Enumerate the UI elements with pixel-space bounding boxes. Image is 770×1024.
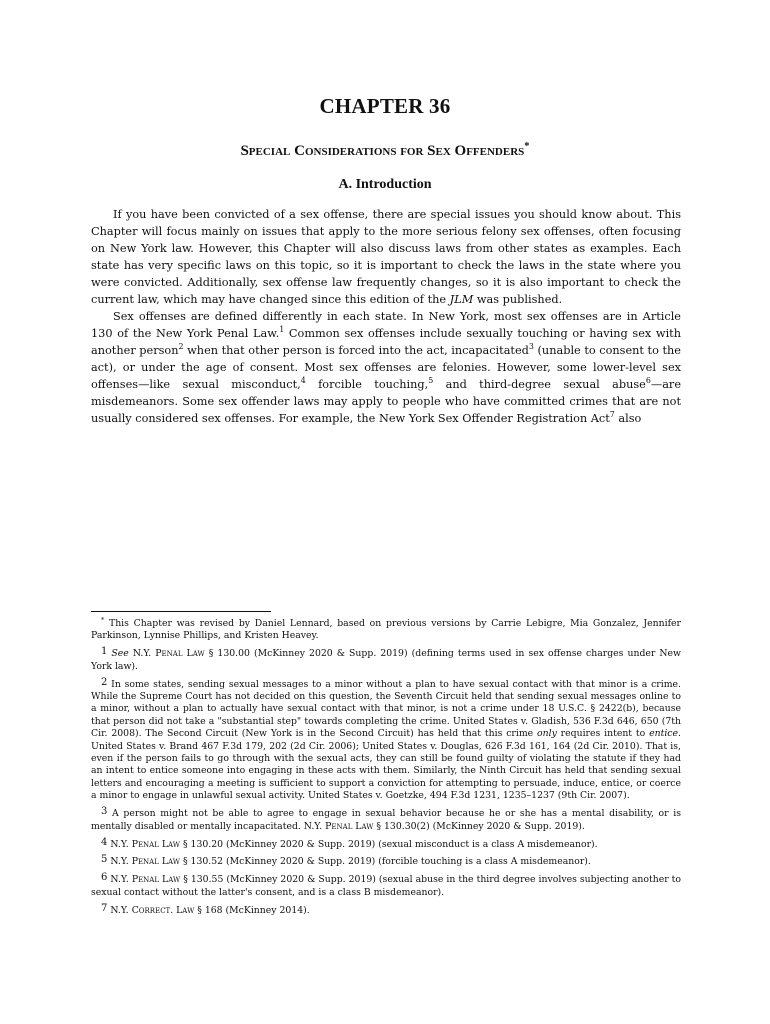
subtitle-footnote-mark[interactable]: *	[524, 141, 530, 152]
paragraph-text: If you have been convicted of a sex offense, there are special issues you should know about. This Chapter will focus mainly on issues that apply to the more serious felony sex offenses, often focusing on New York law. However, this Chapter will also discuss laws from other states as examples. Each state has very specific laws on this topic, so it is important to check the laws in the state where you were convicted. Additionally, sex offense law frequently changes, so it is also important to check the current law, which may have changed since this edition of the	[91, 208, 681, 306]
footnote-text: N.Y.	[107, 838, 132, 850]
footnote-text: requires intent to	[556, 728, 650, 740]
footnote-text: In some states, sending sexual messages to a minor without a plan to have sexual contact with that minor is a crime. While the Supreme Court has not decided on this question, the Seventh Circuit held that sending sexual messages online to a minor, without a plan to actually have sexual contact with that minor, is not a crime under 18 U.S.C. § 2422(b), because that person did not take a "substantial step" towards completing the crime. United States v. Gladish, 536 F.3d 646, 650 (7th Cir. 2008). The Second Circuit (New York is in the Second Circuit) has held that this crime	[91, 678, 681, 740]
footnote-mark: *	[101, 615, 105, 624]
footnote-ref-5[interactable]: 5	[428, 376, 434, 386]
footnote-emphasis: entice	[649, 728, 679, 740]
footnote-text: N.Y.	[107, 904, 132, 916]
footnote-mark: 6	[101, 872, 108, 884]
footnote-mark: 2	[101, 676, 108, 688]
footnote-mark: 4	[101, 836, 108, 848]
footnote-code-name: Penal Law	[131, 874, 181, 886]
footnote-text: § 130.20 (McKinney 2020 & Supp. 2019) (sexual misconduct is a class A misdemeanor).	[179, 838, 598, 850]
footnote-star	[91, 615, 681, 643]
footnote-ref-3[interactable]: 3	[528, 342, 534, 352]
paragraph-text: —are misdemeanors. Some sex offender laws may apply to people who have committed crimes that are not usually considered sex offenses. For example, the New York Sex Offender Registration Act	[91, 378, 682, 425]
footnote-text: § 130.30(2) (McKinney 2020 & Supp. 2019).	[373, 820, 585, 832]
footnote-mark: 3	[101, 806, 108, 818]
paragraph-1	[91, 206, 681, 308]
footnote-5	[91, 854, 681, 868]
chapter-subtitle-text: Special Considerations for Sex Offenders	[240, 143, 525, 159]
chapter-subtitle	[0, 143, 770, 160]
footnote-divider	[91, 611, 271, 612]
paragraph-2	[91, 308, 681, 427]
footnote-text: § 130.00 (McKinney 2020 & Supp. 2019) (defining terms used in sex offense charges under New York law).	[91, 648, 681, 672]
footnote-code-name: Penal Law	[325, 820, 374, 832]
paragraph-text: was published.	[473, 293, 563, 306]
footnote-ref-2[interactable]: 2	[178, 342, 184, 352]
footnote-signal: See	[111, 648, 129, 660]
footnote-ref-1[interactable]: 1	[279, 325, 285, 335]
footnote-text: N.Y.	[107, 874, 132, 886]
footnote-text: § 168 (McKinney 2014).	[194, 904, 310, 916]
footnote-code-name: Penal Law	[131, 856, 180, 868]
footnote-text: N.Y.	[107, 856, 132, 868]
footnote-code-name: Penal Law	[155, 648, 205, 660]
footnote-ref-6[interactable]: 6	[645, 376, 651, 386]
jlm-title: JLM	[449, 293, 474, 306]
footnote-text: This Chapter was revised by Daniel Lennard, based on previous versions by Carrie Lebigre, Mia Gonzalez, Jennifer Parkinson, Lynnise Phillips, and Kristen Heavey.	[91, 618, 681, 642]
footnote-emphasis: only	[537, 728, 557, 740]
footnote-7	[91, 903, 681, 917]
footnote-text: § 130.55 (McKinney 2020 & Supp. 2019) (sexual abuse in the third degree involves subjecting another to sexual contact without the latter's consent, and is a class B misdemeanor).	[91, 874, 681, 898]
footnote-mark: 1	[101, 646, 108, 658]
footnote-1	[91, 646, 681, 673]
paragraph-text: also	[614, 412, 642, 425]
paragraph-text: when that other person is forced into the act, incapacitated	[183, 344, 529, 357]
paragraph-text: and third-degree sexual abuse	[433, 378, 646, 391]
footnote-3	[91, 806, 681, 833]
paragraph-text: (unable to consent to the act), or under the age of consent. Most sex offenses are felonies. However, some lower-level sex offenses—like sexual misconduct,	[91, 344, 681, 391]
section-heading: A. Introduction	[338, 177, 432, 192]
chapter-title: CHAPTER 36	[319, 94, 451, 118]
footnote-text: N.Y.	[128, 648, 156, 660]
footnote-4	[91, 837, 681, 851]
paragraph-text: Common sex offenses include sexually touching or having sex with another person	[91, 327, 681, 357]
footnote-mark: 5	[101, 854, 108, 866]
footnote-ref-4[interactable]: 4	[300, 376, 306, 386]
footnote-mark: 7	[101, 902, 108, 914]
paragraph-text: forcible touching,	[305, 378, 429, 391]
body-text	[91, 206, 681, 427]
footnote-ref-7[interactable]: 7	[609, 410, 615, 420]
footnote-code-name: Penal Law	[131, 838, 180, 850]
footnotes	[91, 615, 681, 921]
footnote-text: . United States v. Brand 467 F.3d 179, 202 (2d Cir. 2006); United States v. Douglas, 626 F.3d 161, 164 (2d Cir. 2010). That is, even if the person fails to go through with the sexual acts, they can still be found guilty of violating the statute if they had an intent to entice someone into engaging in these acts with them. Similarly, the Ninth Circuit has held that sending sexual letters and encouraging a meeting is sufficient to support a conviction for attempting to persuade, induce, entice, or coerce a minor to engage in unlawful sexual activity. United States v. Goetzke, 494 F.3d 1231, 1235–1237 (9th Cir. 2007).	[91, 728, 681, 802]
footnote-text: A person might not be able to agree to engage in sexual behavior because he or she has a mental disability, or is mentally disabled or mentally incapacitated. N.Y.	[91, 808, 681, 832]
paragraph-text: Sex offenses are defined differently in each state. In New York, most sex offenses are in Article 130 of the New York Penal Law.	[91, 310, 681, 340]
footnote-text: § 130.52 (McKinney 2020 & Supp. 2019) (forcible touching is a class A misdemeanor).	[179, 856, 591, 868]
footnote-6	[91, 872, 681, 899]
footnote-code-name: Correct. Law	[131, 904, 195, 916]
footnote-2	[91, 677, 681, 803]
